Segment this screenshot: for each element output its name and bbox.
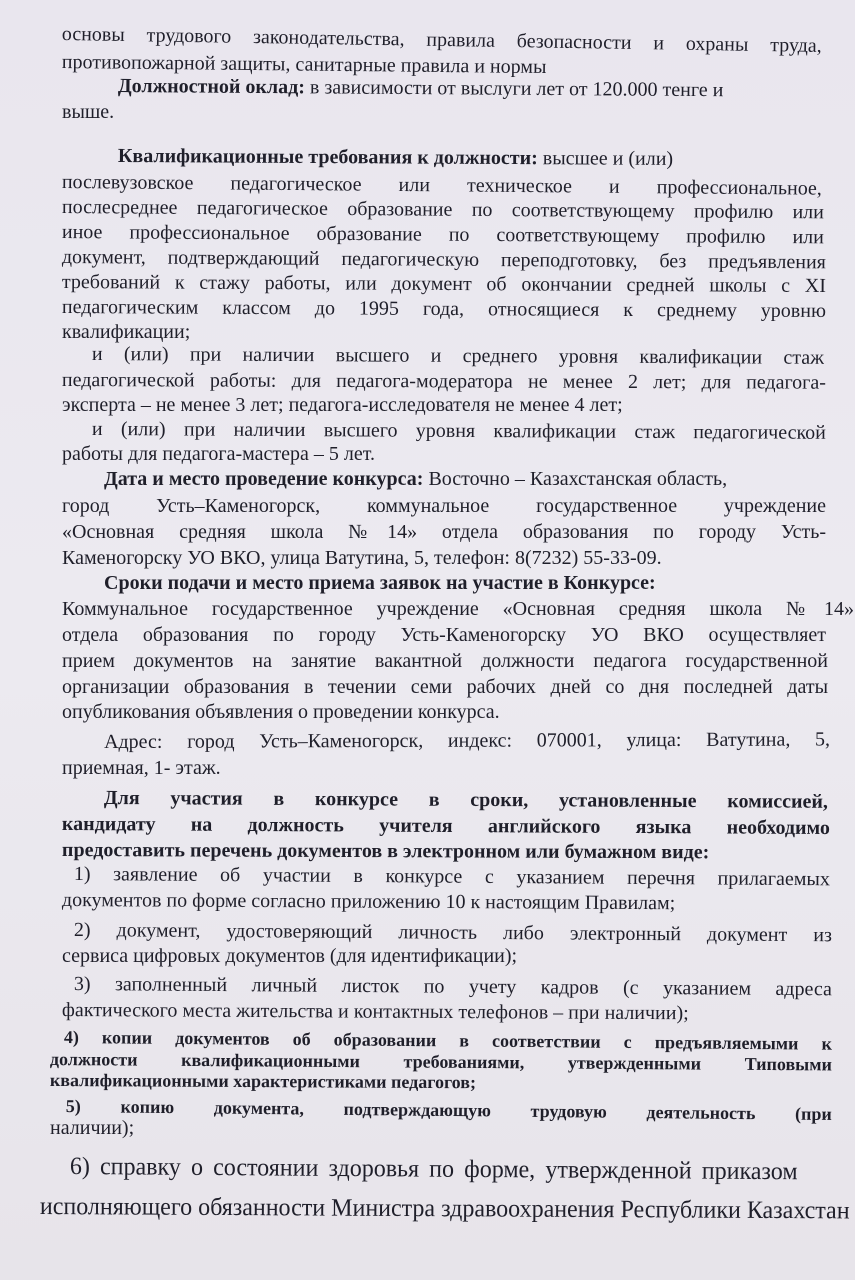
text-line: педагогическим классом до 1995 года, относящиеся к среднему уровню xyxy=(61,296,826,322)
text-line: эксперта – не менее 3 лет; педагога-исследователя не менее 4 лет; xyxy=(62,394,623,416)
contest-place-text: Восточно – Казахстанская область, xyxy=(423,468,728,490)
requirements-heading: Квалификационные требования к должности: xyxy=(117,144,538,170)
text-line: Коммунальное государственное учреждение «Основная средняя школа №14» xyxy=(62,598,854,620)
list-item: 4) копии документов об образовании в соответствии с предъявляемыми к xyxy=(63,1026,832,1054)
text-line: квалификации; xyxy=(62,321,191,343)
text-line: «Основная средняя школа №14» отдела образования по городу Усть- xyxy=(62,521,826,543)
list-item: 6) справку о состоянии здоровья по форме, утвержденной приказом xyxy=(69,1153,798,1186)
list-item: 5) копию документа, подтверждающую трудовую деятельность (при xyxy=(65,1095,832,1125)
documents-heading-line: Для участия в конкурсе в сроки, установленные комиссией, xyxy=(103,787,828,813)
text-line: организации образования в течении семи рабочих дней со дня последней даты xyxy=(62,676,828,698)
text-line: требований к стажу работы, или документ об окончании средней школы с XI xyxy=(61,271,826,297)
documents-heading-line: предоставить перечень документов в электронном или бумажном виде: xyxy=(61,839,710,864)
text-line: документ, подтверждающий педагогическую переподготовку, без предъявления xyxy=(61,245,826,274)
salary-line xyxy=(118,74,724,102)
documents-heading-line: кандидату на должность учителя английского языка необходимо xyxy=(61,813,830,840)
list-item: 3) заполненный личный листок по учету кадров (с указанием адреса xyxy=(73,973,832,1001)
text-line: опубликования объявления о проведении конкурса. xyxy=(62,701,500,723)
list-item-text: сервиса цифровых документов (для идентификации); xyxy=(62,945,518,967)
list-item-text: документов по форме согласно приложению 10 к настоящим Правилам; xyxy=(61,889,676,915)
salary-heading: Должностной оклад: xyxy=(117,74,306,99)
list-item: 1) заявление об участии в конкурсе с указанием перечня прилагаемых xyxy=(73,863,830,891)
contest-place-heading: Дата и место проведение конкурса: xyxy=(104,468,424,490)
list-item: 2) документ, удостоверяющий личность либо электронный документ из xyxy=(73,919,832,947)
text-line: и (или) при наличии высшего и среднего уровня квалификации стаж xyxy=(91,343,824,369)
text-line: город Усть–Каменогорск, коммунальное государственное учреждение xyxy=(62,495,826,517)
text-line: приемная, 1- этаж. xyxy=(62,757,221,779)
list-item-text: исполняющего обязанности Министра здравоохранения Республики Казахстан xyxy=(39,1193,850,1225)
text-line: отдела образования по городу Усть-Каменогорску УО ВКО осуществляет xyxy=(62,624,826,646)
list-item-text: фактического места жительства и контактных телефонов – при наличии); xyxy=(61,999,689,1025)
text-line: послевузовское педагогическое или техническое и профессиональное, xyxy=(61,170,822,200)
text-line: и (или) при наличии высшего уровня квалификации стаж педагогической xyxy=(91,418,826,444)
list-item-text: квалификационными характеристиками педагогов; xyxy=(49,1070,477,1093)
application-heading: Сроки подачи и место приема заявок на участие в Конкурсе: xyxy=(104,572,656,594)
text-line: иное профессиональное образование по соответствующему профилю или xyxy=(61,220,824,249)
text-line: основы трудового законодательства, правила безопасности и охраны труда, xyxy=(61,22,822,57)
text-line: работы для педагога-мастера – 5 лет. xyxy=(62,443,375,465)
text-line: выше. xyxy=(62,101,115,123)
list-item-text: наличии); xyxy=(50,1117,135,1139)
text-line: Каменогорску УО ВКО, улица Ватутина, 5, телефон: 8(7232) 55-33-09. xyxy=(62,547,662,569)
contest-place-line xyxy=(104,467,727,491)
address-line: Адрес: город Усть–Каменогорск, индекс: 070001, улица: Ватутина, 5, xyxy=(104,728,831,753)
requirements-text: высшее и (или) xyxy=(537,147,674,170)
text-line: педагогической работы: для педагога-модератора не менее 2 лет; для педагога- xyxy=(61,369,826,394)
text-line: противопожарной защиты, санитарные правила и нормы xyxy=(61,50,547,79)
salary-text: в зависимости от выслуги лет от 120.000 тенге и xyxy=(304,76,724,102)
text-line: послесреднее педагогическое образование по соответствующему профилю или xyxy=(61,195,824,224)
text-line: прием документов на занятие вакантной должности педагога государственной xyxy=(62,650,828,672)
list-item-text: должности квалификационными требованиями, утвержденными Типовыми xyxy=(49,1049,832,1075)
requirements-line xyxy=(118,144,673,171)
